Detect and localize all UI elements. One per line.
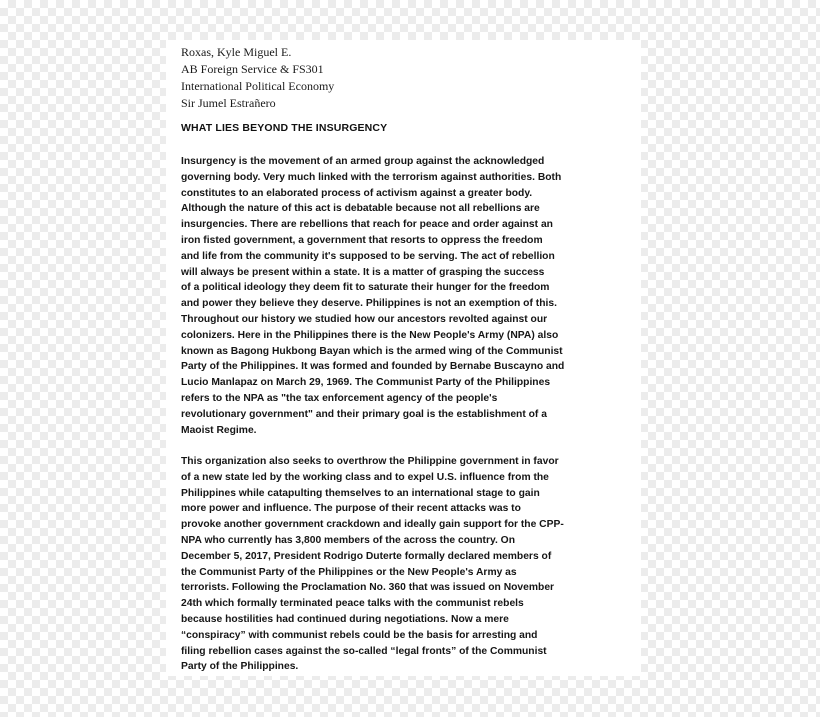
- text-line: because hostilities had continued during negotiations. Now a mere: [181, 613, 509, 625]
- text-line: filing rebellion cases against the so-called “legal fronts” of the Communist: [181, 645, 547, 657]
- text-line: insurgencies. There are rebellions that reach for peace and order against an: [181, 219, 553, 231]
- text-line: Philippines while catapulting themselves to an international stage to gain: [181, 487, 540, 499]
- author-name: Roxas, Kyle Miguel E.: [181, 45, 292, 59]
- text-line: will always be present within a state. It is a matter of grasping the success: [181, 266, 545, 278]
- body-paragraph-2: [181, 454, 641, 675]
- text-line: and power they believe they deserve. Philippines is not an exemption of this.: [181, 298, 557, 310]
- text-line: and life from the community it's supposed to be serving. The act of rebellion: [181, 250, 555, 262]
- document-title: WHAT LIES BEYOND THE INSURGENCY: [181, 122, 388, 134]
- text-line: of a political ideology they deem fit to saturate their hunger for the freedom: [181, 282, 550, 294]
- text-line: iron fisted government, a government that resorts to oppress the freedom: [181, 234, 543, 246]
- text-line: terrorists. Following the Proclamation No. 360 that was issued on November: [181, 582, 555, 594]
- text-line: constitutes to an elaborated process of activism against a greater body.: [181, 187, 533, 199]
- text-line: revolutionary government" and their primary goal is the establishment of a: [181, 408, 547, 420]
- instructor-line: Sir Jumel Estrañero: [181, 96, 276, 110]
- text-line: provoke another government crackdown and ideally gain support for the CPP-: [181, 519, 564, 531]
- text-line: known as Bagong Hukbong Bayan which is the armed wing of the Communist: [181, 345, 563, 357]
- text-line: This organization also seeks to overthrow the Philippine government in favor: [181, 456, 559, 467]
- text-line: Throughout our history we studied how our ancestors revolted against our: [181, 313, 548, 325]
- text-line: more power and influence. The purpose of their recent attacks was to: [181, 503, 521, 515]
- body-paragraph-1: [181, 154, 641, 438]
- text-line: Lucio Manlapaz on March 29, 1969. The Communist Party of the Philippines: [181, 377, 551, 389]
- course-line: AB Foreign Service & FS301: [181, 62, 324, 76]
- text-line: December 5, 2017, President Rodrigo Duterte formally declared members of: [181, 550, 552, 562]
- text-line: Although the nature of this act is debatable because not all rebellions are: [181, 203, 540, 215]
- text-line: 24th which formally terminated peace talks with the communist rebels: [181, 598, 524, 610]
- text-line: refers to the NPA as "the tax enforcement agency of the people's: [181, 392, 498, 404]
- text-line: Insurgency is the movement of an armed group against the acknowledged: [181, 156, 545, 167]
- author-header: [181, 44, 334, 112]
- document-page: [166, 40, 641, 676]
- text-line: Party of the Philippines. It was formed and founded by Bernabe Buscayno and: [181, 361, 565, 373]
- text-line: the Communist Party of the Philippines or the New People's Army as: [181, 566, 517, 578]
- text-line: governing body. Very much linked with the terrorism against authorities. Both: [181, 171, 562, 183]
- text-line: “conspiracy” with communist rebels could be the basis for arresting and: [181, 629, 538, 641]
- text-line: Maoist Regime.: [181, 424, 257, 436]
- text-line: Party of the Philippines.: [181, 661, 299, 673]
- text-line: NPA who currently has 3,800 members of the across the country. On: [181, 534, 515, 546]
- subject-line: International Political Economy: [181, 79, 335, 93]
- text-line: of a new state led by the working class and to expel U.S. influence from the: [181, 471, 549, 483]
- text-line: colonizers. Here in the Philippines there is the New People's Army (NPA) also: [181, 329, 559, 341]
